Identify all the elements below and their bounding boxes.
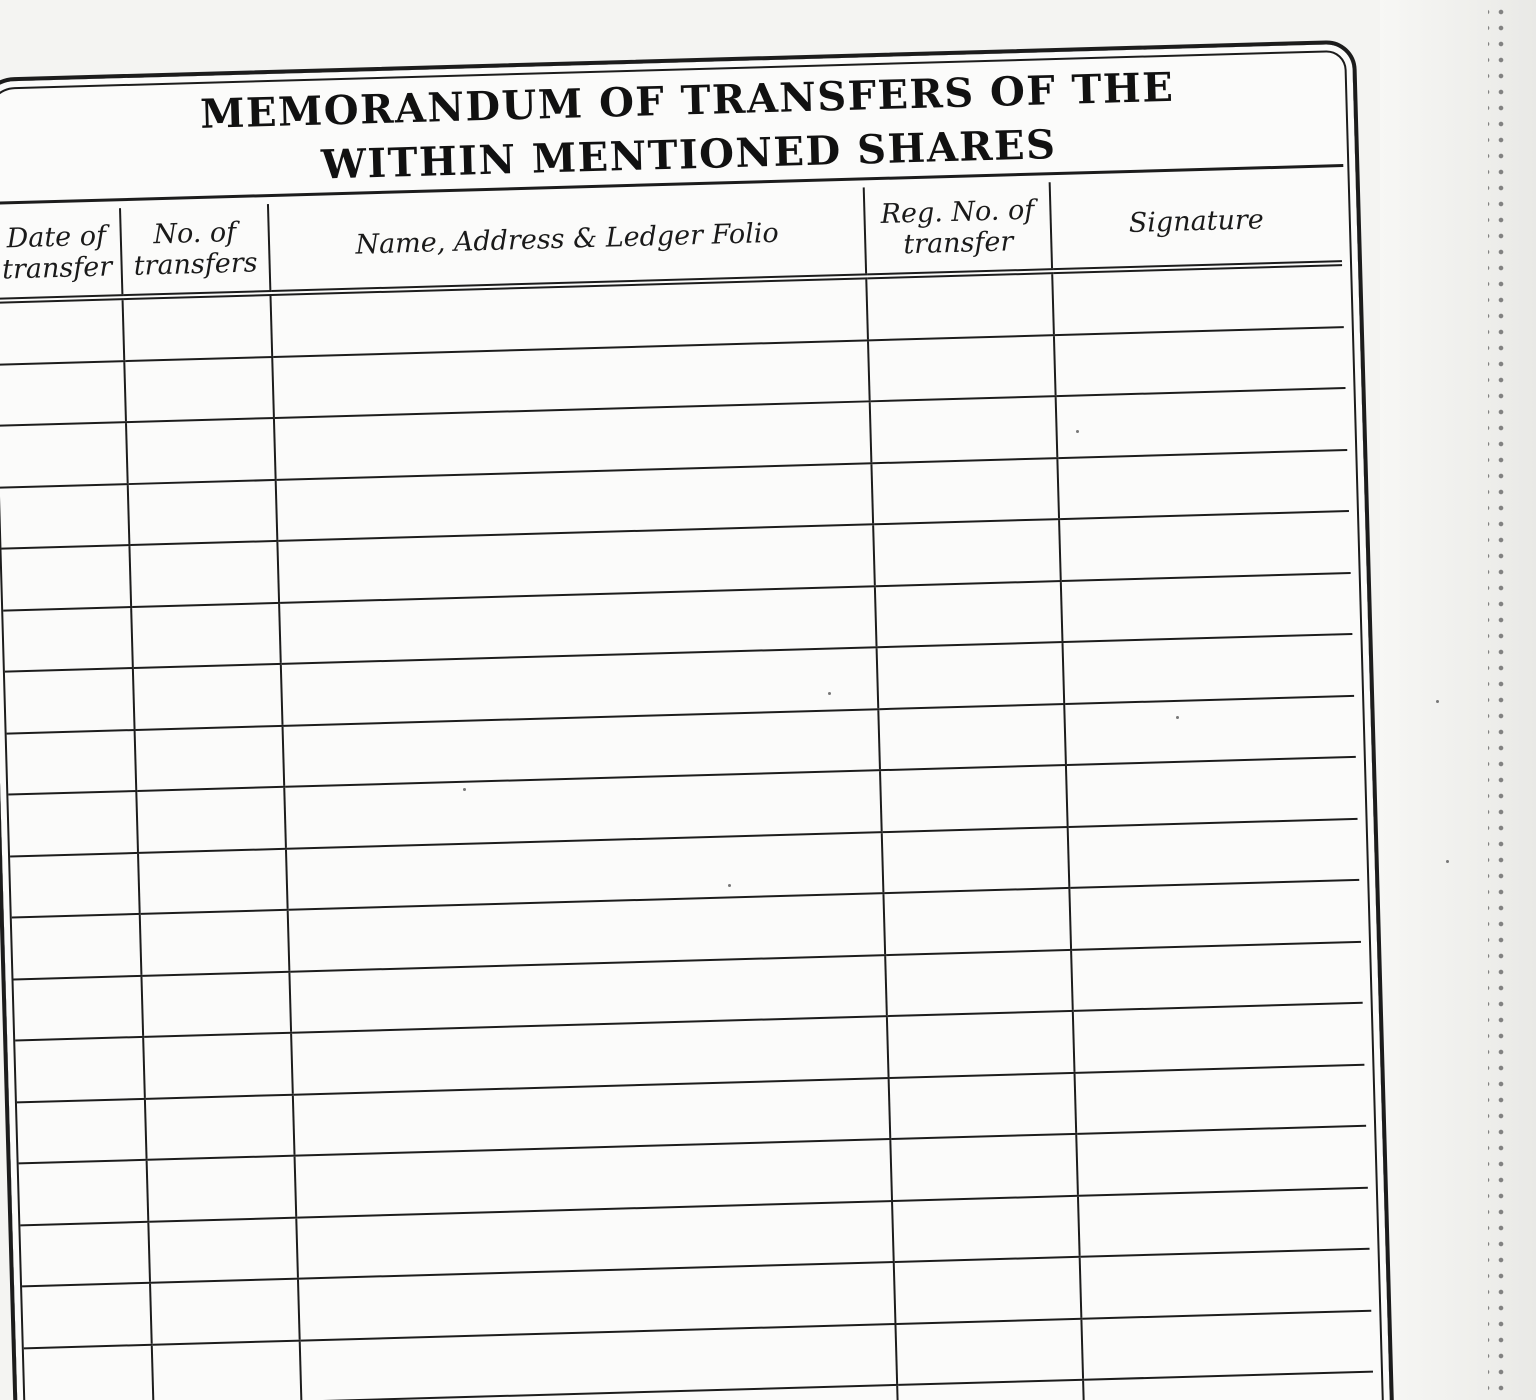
cell-signature: [1080, 1249, 1372, 1319]
cell-signature: [1081, 1310, 1373, 1380]
cell-number: [143, 1033, 293, 1099]
cell-date: [12, 914, 142, 979]
cell-reg-no: [883, 888, 1071, 955]
cell-date: [13, 975, 143, 1040]
cell-signature: [1069, 880, 1361, 950]
cell-signature: [1054, 327, 1346, 397]
cell-reg-no: [890, 1134, 1078, 1201]
cell-date: [15, 1037, 145, 1102]
cell-number: [152, 1340, 302, 1400]
cell-date: [8, 791, 138, 856]
scan-speck: [728, 884, 731, 887]
cell-reg-no: [878, 704, 1066, 771]
cell-signature: [1078, 1187, 1370, 1257]
cell-reg-no: [889, 1072, 1077, 1139]
cell-date: [0, 297, 124, 364]
cell-signature: [1061, 572, 1353, 642]
cell-reg-no: [871, 458, 1059, 525]
cell-number: [136, 787, 286, 853]
cell-reg-no: [894, 1257, 1082, 1324]
cell-date: [17, 1098, 147, 1163]
cell-signature: [1068, 818, 1360, 888]
cell-reg-no: [870, 396, 1058, 463]
cell-reg-no: [877, 642, 1065, 709]
cell-number: [122, 293, 272, 361]
cell-signature: [1071, 941, 1363, 1011]
cell-date: [5, 668, 135, 733]
transfer-table: [0, 174, 1375, 1400]
cell-reg-no: [868, 335, 1056, 402]
cell-date: [3, 607, 133, 672]
cell-reg-no: [887, 1011, 1075, 1078]
cell-number: [128, 479, 278, 545]
cell-reg-no: [880, 765, 1068, 832]
cell-reg-no: [882, 826, 1070, 893]
column-header-signature: Signature: [1050, 174, 1342, 271]
cell-date: [10, 852, 140, 917]
cell-number: [124, 357, 274, 423]
column-header-date: Date of transfer: [0, 208, 122, 301]
cell-date: [19, 1160, 149, 1225]
column-header-number: No. of transfers: [120, 204, 270, 297]
table-body: [0, 263, 1375, 1400]
cell-date: [22, 1283, 152, 1348]
cell-number: [133, 664, 283, 730]
cell-number: [135, 725, 285, 791]
scan-speck: [463, 788, 466, 791]
title-line-1: MEMORANDUM OF TRANSFERS OF THE: [199, 63, 1175, 138]
cell-number: [138, 848, 288, 914]
cell-reg-no: [866, 271, 1054, 340]
cell-number: [148, 1217, 298, 1283]
cell-reg-no: [873, 519, 1061, 586]
cell-date: [20, 1221, 150, 1286]
cell-number: [147, 1156, 297, 1222]
scan-speck: [1436, 700, 1439, 703]
cell-number: [131, 602, 281, 668]
cell-date: [7, 729, 137, 794]
cell-reg-no: [875, 581, 1063, 648]
cell-date: [0, 422, 128, 487]
cell-number: [141, 971, 291, 1037]
scan-speck: [1446, 860, 1449, 863]
cell-number: [145, 1094, 295, 1160]
cell-reg-no: [885, 949, 1073, 1016]
scan-speck: [828, 692, 831, 695]
title-line-2: WITHIN MENTIONED SHARES: [320, 121, 1058, 189]
cell-number: [126, 418, 276, 484]
cell-signature: [1057, 450, 1349, 520]
cell-signature: [1066, 757, 1358, 827]
cell-signature: [1075, 1064, 1367, 1134]
cell-number: [129, 541, 279, 607]
cell-number: [140, 910, 290, 976]
cell-signature: [1076, 1126, 1368, 1196]
scan-speck: [1076, 430, 1079, 433]
cell-signature: [1062, 634, 1354, 704]
cell-date: [24, 1344, 154, 1400]
scan-speck: [1176, 716, 1179, 719]
cell-reg-no: [895, 1318, 1083, 1385]
column-header-reg-no: Reg. No. of transfer: [864, 182, 1052, 276]
cell-signature: [1073, 1003, 1365, 1073]
cell-date: [0, 484, 129, 549]
cell-number: [150, 1279, 300, 1345]
column-header-name-address: Name, Address & Ledger Folio: [268, 187, 866, 293]
cell-signature: [1064, 695, 1356, 765]
cell-date: [1, 545, 131, 610]
cell-signature: [1059, 511, 1351, 581]
cell-reg-no: [892, 1195, 1080, 1262]
cell-signature: [1056, 388, 1348, 458]
cell-signature: [1052, 263, 1344, 335]
cell-date: [0, 361, 126, 426]
